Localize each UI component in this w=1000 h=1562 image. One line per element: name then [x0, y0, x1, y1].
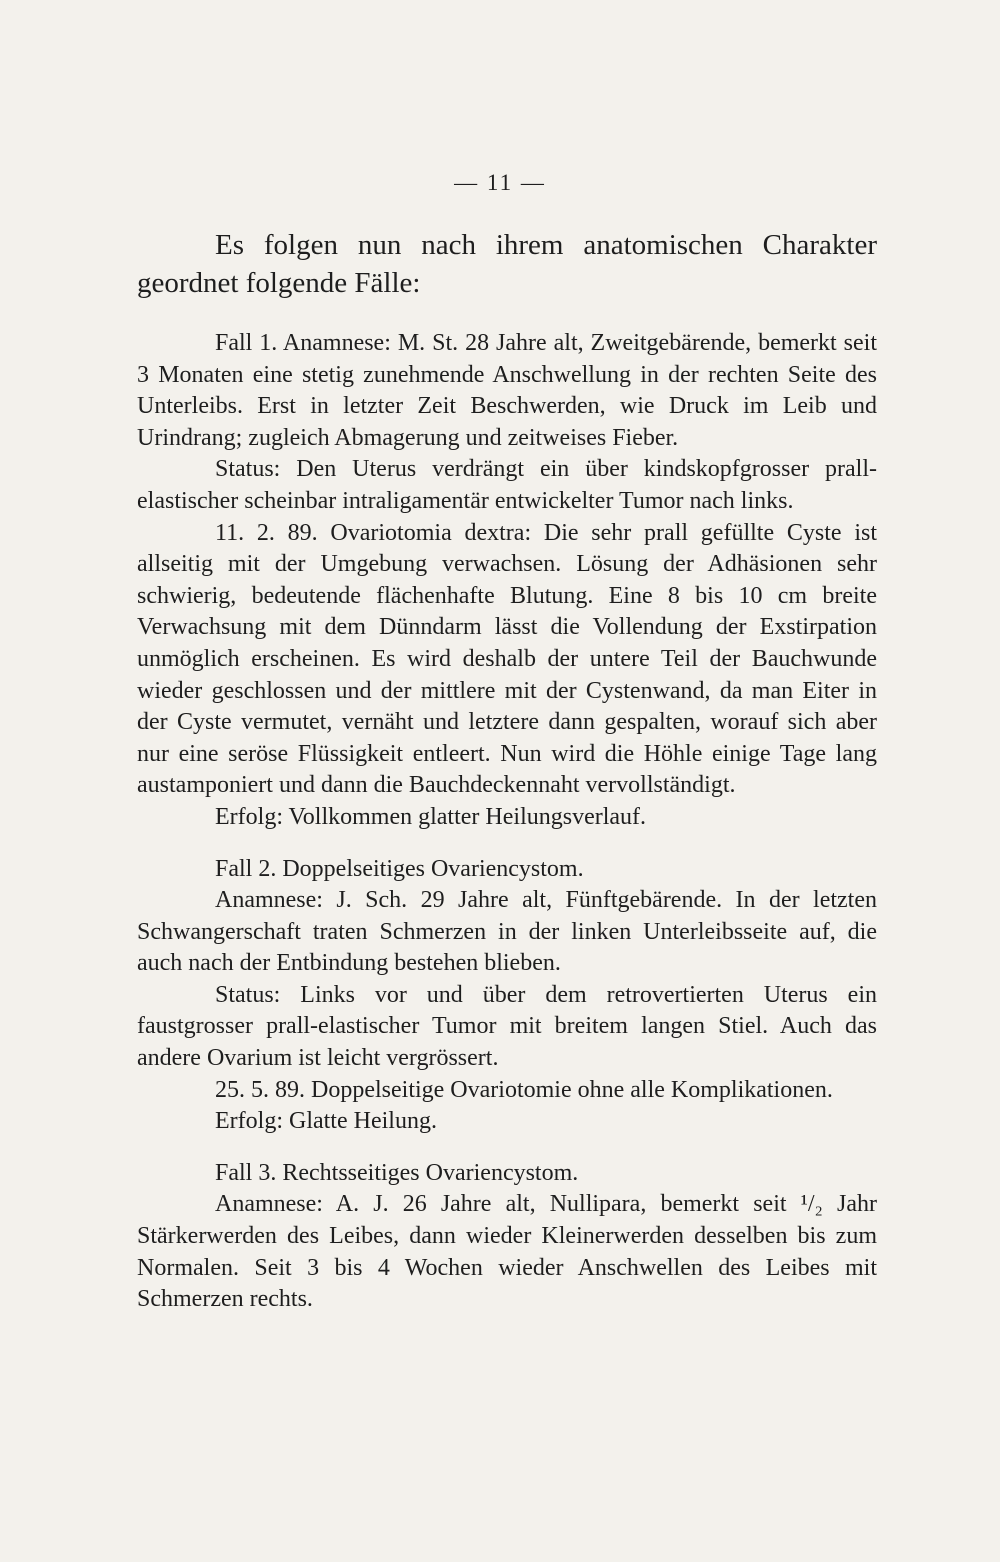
- page-number: — 11 —: [454, 170, 546, 195]
- case-1-anamnese: Fall 1. Anamnese: M. St. 28 Jahre alt, Zweitgebärende, bemerkt seit 3 Monaten eine stetig zunehmende Anschwellung in der rechten Seite des Unterleibs. Erst in letzter Zeit Beschwerden, wie Druck im Leib und Urindrang; zugleich Abmagerung und zeitweises Fieber.: [137, 330, 877, 451]
- section-gap: [137, 1138, 877, 1158]
- case-2: [137, 854, 877, 1138]
- case-1: [137, 328, 877, 834]
- case-2-title: Fall 2. Doppelseitiges Ovariencystom.: [215, 855, 584, 882]
- document-body: [137, 226, 877, 1316]
- case-2-anamnese: Anamnese: J. Sch. 29 Jahre alt, Fünftgebärende. In der letzten Schwangerschaft traten Schmerzen in der linken Unterleibsseite auf, die auch nach der Entbindung bestehen blieben.: [137, 887, 877, 977]
- case-3-anamnese: Anamnese: A. J. 26 Jahre alt, Nullipara, bemerkt seit ¹/₂ Jahr Stärkerwerden des Leibes, dann wieder Kleinerwerden desselben bis zum Normalen. Seit 3 bis 4 Wochen wieder Anschwellen des Leibes mit Schmerzen rechts.: [137, 1191, 877, 1313]
- case-3-title: Fall 3. Rechtsseitiges Ovariencystom.: [215, 1159, 579, 1186]
- section-gap: [137, 834, 877, 854]
- case-1-outcome: Erfolg: Vollkommen glatter Heilungsverlauf.: [215, 803, 647, 830]
- case-2-outcome: Erfolg: Glatte Heilung.: [215, 1108, 437, 1135]
- case-1-status: Status: Den Uterus verdrängt ein über kindskopfgrosser prall-elastischer scheinbar intraligamentär entwickelter Tumor nach links.: [137, 456, 877, 514]
- case-1-operation: 11. 2. 89. Ovariotomia dextra: Die sehr prall gefüllte Cyste ist allseitig mit der Umgebung verwachsen. Lösung der Adhäsionen sehr schwierig, bedeutende flächenhafte Blutung. Eine 8 bis 10 cm breite Verwachsung mit dem Dünndarm lässt die Vollendung der Exstirpation unmöglich erscheinen. Es wird deshalb der untere Teil der Bauchwunde wieder geschlossen und der mittlere mit der Cystenwand, da man Eiter in der Cyste vermutet, vernäht und letztere dann gespalten, worauf sich aber nur eine seröse Flüssigkeit entleert. Nun wird die Höhle einige Tage lang austamponiert und dann die Bauchdeckennaht vervollständigt.: [137, 519, 877, 799]
- intro-paragraph: Es folgen nun nach ihrem anatomischen Charakter geordnet folgende Fälle:: [137, 229, 877, 299]
- case-3: [137, 1158, 877, 1316]
- case-2-operation: 25. 5. 89. Doppelseitige Ovariotomie ohne alle Komplikationen.: [215, 1076, 833, 1103]
- case-2-status: Status: Links vor und über dem retrovertierten Uterus ein faustgrosser prall-elastischer Tumor mit breitem langen Stiel. Auch das andere Ovarium ist leicht vergrössert.: [137, 981, 877, 1072]
